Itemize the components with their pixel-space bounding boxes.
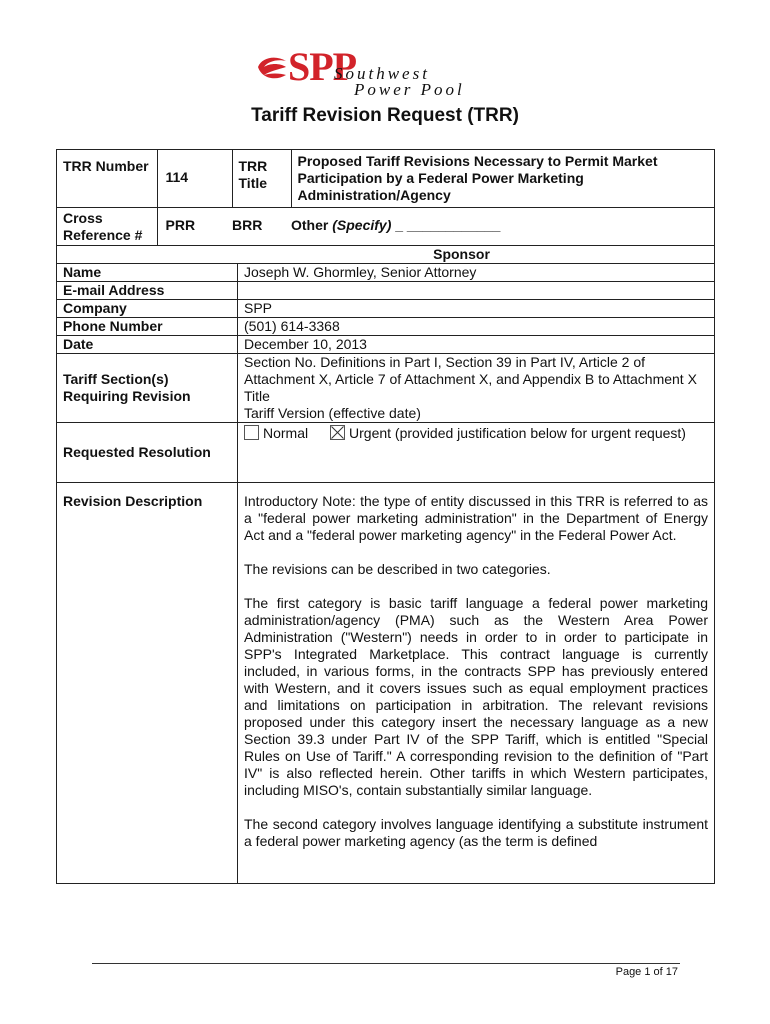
trr-number-value: 114 [157, 150, 232, 207]
sponsor-date-label: Date [57, 336, 238, 354]
cross-reference-label: Cross Reference # [57, 208, 157, 245]
requested-resolution-value [238, 423, 715, 483]
tariff-sections-value [238, 354, 715, 423]
sponsor-company-value: SPP [238, 300, 715, 318]
page-number: Page 1 of 17 [615, 966, 678, 978]
sponsor-phone-value: (501) 614-3368 [238, 318, 715, 336]
trr-title-value: Proposed Tariff Revisions Necessary to Permit Market Participation by a Federal Power Marketing Administration/Agency [297, 153, 658, 203]
other-label: Other [291, 217, 333, 233]
requested-resolution-label: Requested Resolution [57, 423, 238, 483]
revision-description-label: Revision Description [57, 483, 238, 884]
sponsor-name-value: Joseph W. Ghormley, Senior Attorney [238, 264, 715, 282]
revision-paragraph-4: The second category involves language identifying a substitute instrument a federal power marketing agency (as the term is defined [244, 816, 708, 849]
revision-description-value [238, 483, 715, 884]
sponsor-company-label: Company [57, 300, 238, 318]
sponsor-email-label: E-mail Address [57, 282, 238, 300]
logo-spp-text: SPP [288, 44, 357, 89]
revision-paragraph-1: Introductory Note: the type of entity discussed in this TRR is referred to as a "federal power marketing administration" in the Department of Energy Act and a "federal power marketing agency" in the Federal Power Act. [244, 493, 708, 543]
revision-paragraph-3: The first category is basic tariff language a federal power marketing administration/agency (PMA) such as the Western Area Power Administration ("Western") needs in order to in order to participate in SPP's Integrated Marketplace. This contract language is currently included, in various forms, in the contracts SPP has previously entered with Western, and it covers issues such as equal employment practices and limitations on participation in arbitration. The relevant revisions proposed under this category insert the necessary language as a new Section 39.3 under Part IV of the SPP Tariff, which is entitled "Special Rules on Use of Tariff." A corresponding revision to the definition of "Part IV" is also reflected herein. Other tariffs in which Western participates, including MISO's, contain substantially similar language. [244, 595, 708, 798]
tariff-sections-title: Title [244, 388, 270, 404]
urgent-label: Urgent (provided justification below for urgent request) [349, 425, 686, 441]
brr-label: BRR [232, 217, 263, 233]
revision-paragraph-2: The revisions can be described in two categories. [244, 561, 551, 577]
logo-line1: Southwest [334, 64, 430, 83]
other-specify-hint: (Specify) [332, 217, 392, 233]
trr-number-label: TRR Number [57, 150, 157, 207]
sponsor-heading: Sponsor [57, 246, 715, 264]
other-specify [291, 208, 714, 245]
tariff-sections-section-no: Section No. Definitions in Part I, Section 39 in Part IV, Article 2 of Attachment X, Article 7 of Attachment X, and Appendix B to Attachment X [244, 354, 697, 387]
logo-line2: Power Pool [354, 80, 465, 99]
spp-swirl-icon [256, 53, 290, 81]
normal-checkbox[interactable] [244, 425, 259, 440]
sponsor-phone-label: Phone Number [57, 318, 238, 336]
normal-label: Normal [263, 425, 309, 441]
trr-title-label: TRR Title [232, 150, 291, 207]
trr-form-table [56, 149, 715, 884]
tariff-sections-label: Tariff Section(s) Requiring Revision [57, 354, 238, 423]
sponsor-date-value: December 10, 2013 [238, 336, 715, 354]
other-blank: _ ____________ [391, 217, 501, 233]
sponsor-name-label: Name [57, 264, 238, 282]
spp-logo [250, 44, 510, 102]
sponsor-email-value [238, 282, 715, 300]
document-title: Tariff Revision Request (TRR) [251, 105, 519, 126]
urgent-checkbox[interactable] [330, 425, 345, 440]
footer-rule [92, 963, 680, 964]
prr-label: PRR [165, 217, 196, 233]
tariff-sections-version: Tariff Version (effective date) [244, 405, 421, 421]
